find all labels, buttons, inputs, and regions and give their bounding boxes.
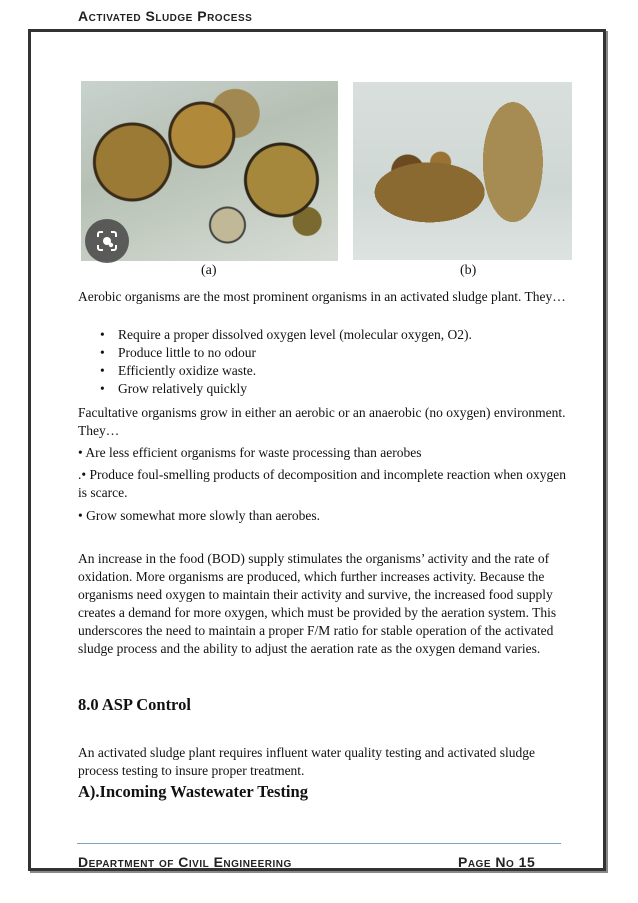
facultative-point-3: • Grow somewhat more slowly than aerobes. xyxy=(78,508,321,523)
facultative-point-1: • Are less efficient organisms for waste processing than aerobes xyxy=(78,445,422,460)
subsection-heading-incoming-testing: A).Incoming Wastewater Testing xyxy=(78,782,308,801)
list-item: • Efficiently oxidize waste. xyxy=(100,362,472,380)
footer-divider xyxy=(77,843,561,844)
visual-search-button[interactable] xyxy=(85,219,129,263)
page-header-title: Activated Sludge Process xyxy=(78,8,253,24)
footer-department: Department of Civil Engineering xyxy=(78,854,292,870)
asp-control-text: An activated sludge plant requires influent water quality testing and activated sludge process testing to insure proper treatment. xyxy=(78,745,535,778)
figure-caption-b: (b) xyxy=(460,263,477,278)
micrograph-b xyxy=(353,82,572,260)
footer-page-number: Page No 15 xyxy=(458,854,536,870)
section-heading-asp-control: 8.0 ASP Control xyxy=(78,695,191,714)
list-item: • Grow relatively quickly xyxy=(100,380,472,398)
aerobic-bullet-list xyxy=(100,326,472,398)
list-item: • Produce little to no odour xyxy=(100,344,472,362)
bod-paragraph: An increase in the food (BOD) supply stimulates the organisms’ activity and the rate of oxidation. More organisms are produced, which further increases activity. Because the organisms need oxygen to maintain their activity and survive, the increased food supply creates a demand for more oxygen, which must be provided by the aeration system. This underscores the need to maintain a proper F/M ratio for stable operation of the activated sludge process and the ability to adjust the aeration rate as the oxygen demand varies. xyxy=(78,551,557,656)
list-item: • Require a proper dissolved oxygen level (molecular oxygen, O2). xyxy=(100,326,472,344)
facultative-intro: Facultative organisms grow in either an aerobic or an anaerobic (no oxygen) environment. They… xyxy=(78,405,566,438)
aerobic-intro: Aerobic organisms are the most prominent organisms in an activated sludge plant. They… xyxy=(78,289,566,304)
visual-search-icon xyxy=(95,229,119,253)
facultative-point-2: .• Produce foul-smelling products of decomposition and incomplete reaction when oxygen is scarce. xyxy=(78,467,566,500)
figure-caption-a: (a) xyxy=(201,263,217,278)
